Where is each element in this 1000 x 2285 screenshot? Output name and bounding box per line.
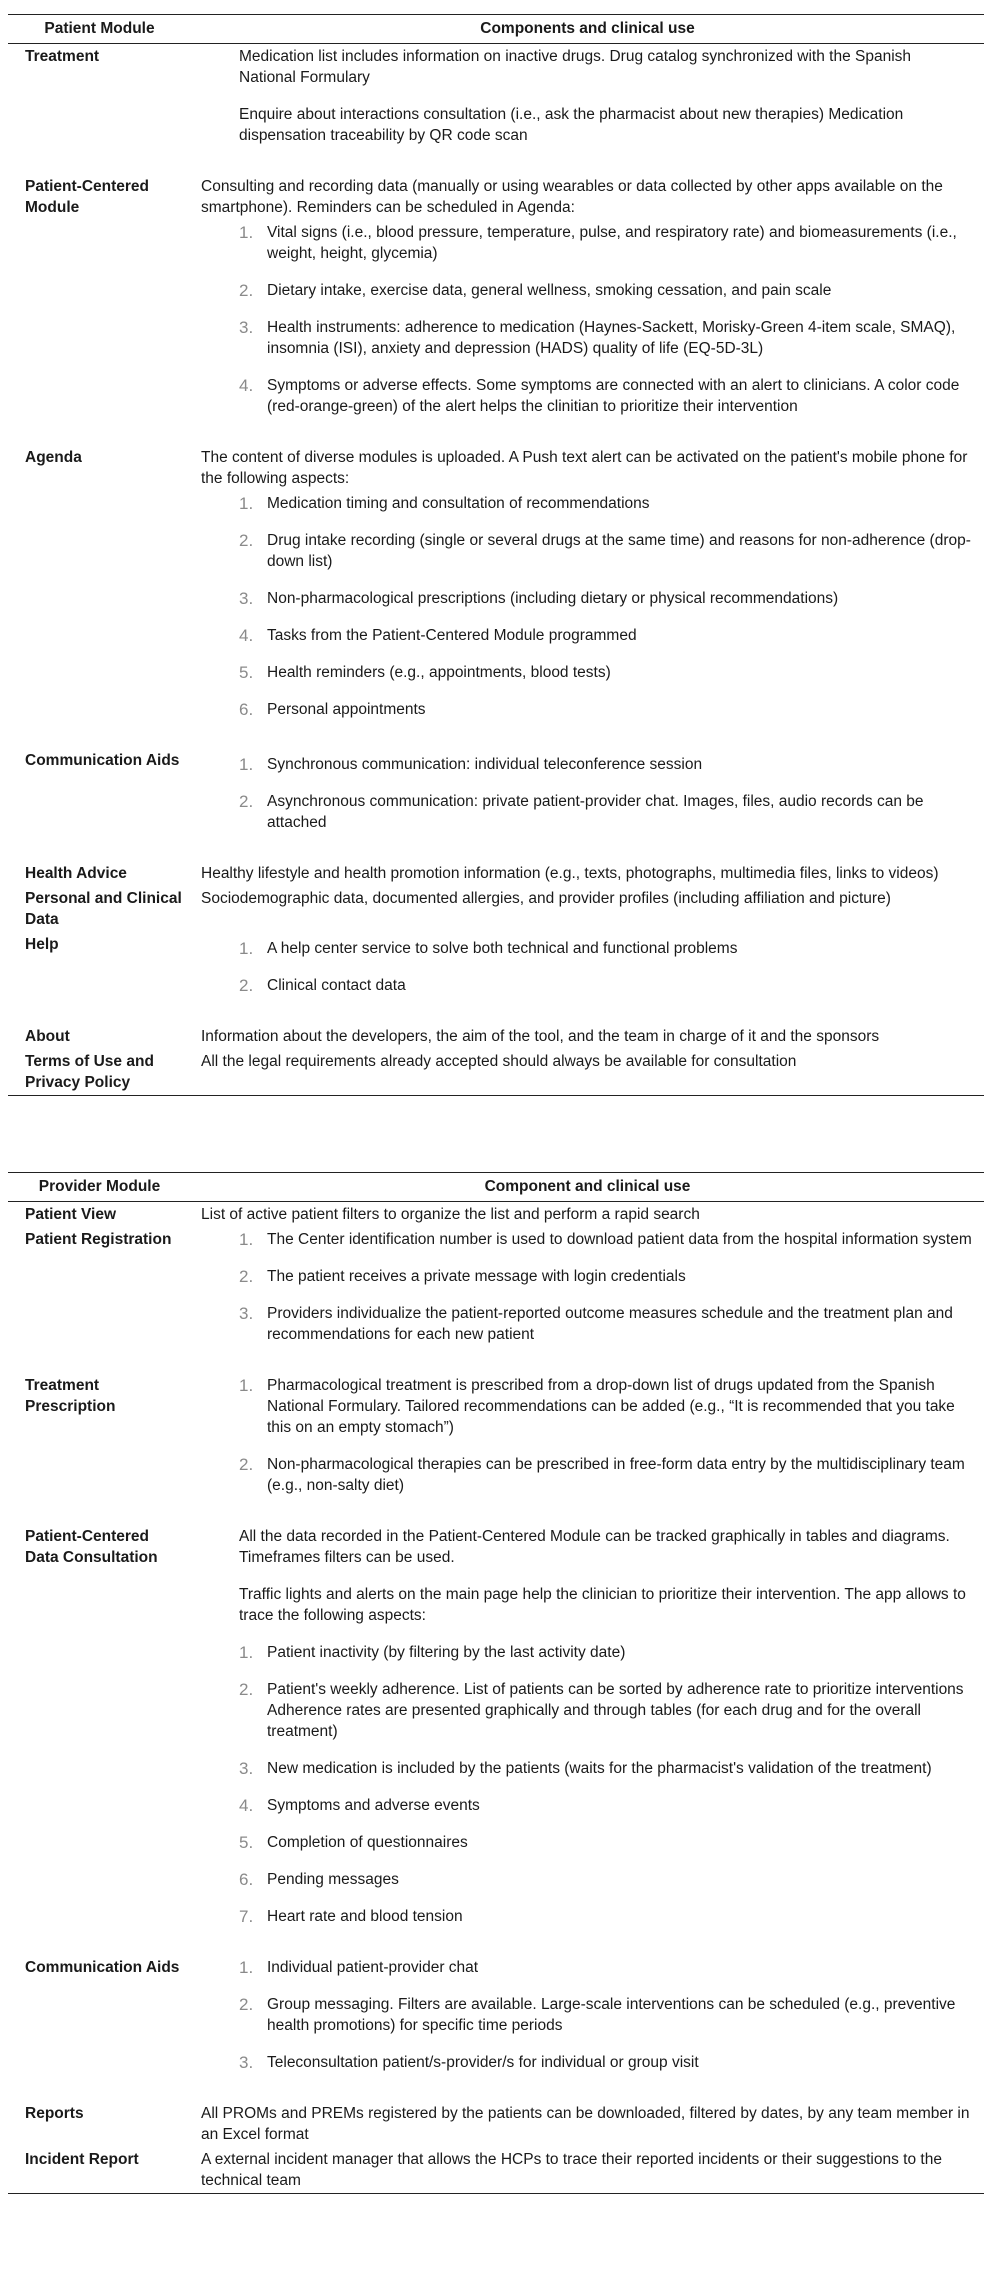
row-label: Communication Aids [25,1959,180,1976]
row-label: Patient-Centered Module [25,178,150,216]
table-row-health-advice [8,861,984,886]
list-item-text: Pending messages [267,1871,399,1888]
numbered-list [201,938,972,996]
list-item-text: New medication is included by the patients (waits for the pharmacist's validation of the treatment) [267,1760,932,1777]
list-item-text: Patient's weekly adherence. List of patients can be sorted by adherence rate to prioritize interventions Adherence rates are presented graphically and through tables (for each drug and for the overall treatment) [267,1681,964,1740]
row-label: Patient Registration [25,1231,172,1248]
list-number: 1. [239,494,254,513]
table-row-about [8,1024,984,1049]
list-item-text: Non-pharmacological prescriptions (including dietary or physical recommendations) [267,590,839,607]
numbered-list [201,222,972,417]
list-item [201,588,972,609]
list-number: 3. [239,1759,254,1778]
row-label: Health Advice [25,865,127,882]
list-item [201,530,972,572]
column-header-components: Components and clinical use [191,15,984,44]
list-item-text: Health reminders (e.g., appointments, blood tests) [267,664,611,681]
list-item-text: Personal appointments [267,701,426,718]
row-content [191,1955,984,2101]
list-number: 5. [239,663,254,682]
numbered-list [201,1642,972,1927]
list-item-text: Pharmacological treatment is prescribed from a drop-down list of drugs updated from the Spanish National Formulary. Tailored recommendations can be added (e.g., “It is recommended that you take this on an empty stomach”) [267,1377,955,1436]
numbered-list [201,1375,972,1496]
list-item-text: Non-pharmacological therapies can be prescribed in free-form data entry by the multidisciplinary team (e.g., non-salty diet) [267,1456,965,1494]
table-row-reports [8,2101,984,2147]
row-label: Reports [25,2105,84,2122]
list-item [201,1994,972,2036]
list-number: 4. [239,376,254,395]
list-number: 3. [239,589,254,608]
table-row-incident-report [8,2147,984,2194]
table-row-treatment-prescription [8,1373,984,1524]
row-label: Help [25,936,59,953]
column-header-module: Patient Module [8,15,191,44]
list-number: 2. [239,792,254,811]
provider-module-table [8,1172,984,2194]
table-row-communication-aids [8,1955,984,2101]
numbered-list [201,493,972,720]
row-label: Patient View [25,1206,117,1223]
list-item [201,280,972,301]
row-label: Treatment [25,48,100,65]
list-item-text: The patient receives a private message with login credentials [267,1268,686,1285]
list-number: 1. [239,1376,254,1395]
list-item-text: Asynchronous communication: private patient-provider chat. Images, files, audio records can be attached [267,793,924,831]
paragraph: Medication list includes information on inactive drugs. Drug catalog synchronized with the Spanish National Formulary [239,48,912,86]
row-content [191,1524,984,1955]
table-row-terms-privacy [8,1049,984,1096]
table-row-help [8,932,984,1024]
paragraph: Traffic lights and alerts on the main page help the clinician to prioritize their intervention. The app allows to trace the following aspects: [239,1586,966,1624]
row-content: List of active patient filters to organize the list and perform a rapid search [201,1206,700,1223]
row-content: Healthy lifestyle and health promotion information (e.g., texts, photographs, multimedia files, links to videos) [201,865,939,882]
list-number: 2. [239,1455,254,1474]
row-content: Sociodemographic data, documented allergies, and provider profiles (including affiliation and picture) [201,890,891,907]
row-content: All PROMs and PREMs registered by the patients can be downloaded, filtered by dates, by any team member in an Excel format [201,2105,970,2143]
row-content [191,1227,984,1373]
table-row-data-consultation [8,1524,984,1955]
list-item [201,791,972,833]
paragraph: Enquire about interactions consultation (i.e., ask the pharmacist about new therapies) Medication dispensation traceability by QR code scan [239,106,904,144]
row-label: Personal and Clinical Data [25,890,182,928]
list-number: 2. [239,531,254,550]
column-header-module: Provider Module [8,1173,191,1202]
row-content [191,932,984,1024]
list-item-text: Symptoms or adverse effects. Some symptoms are connected with an alert to clinicians. A color code (red-orange-green) of the alert helps the clinitian to prioritize their intervention [267,377,960,415]
list-item-text: Synchronous communication: individual teleconference session [267,756,703,773]
numbered-list [201,754,972,833]
list-number: 2. [239,1680,254,1699]
list-item [201,1795,972,1816]
list-item [201,2052,972,2073]
list-item-text: Medication timing and consultation of recommendations [267,495,650,512]
paragraph: The content of diverse modules is uploaded. A Push text alert can be activated on the patient's mobile phone for the following aspects: [201,449,968,487]
row-label: Incident Report [8,2147,191,2194]
list-item [201,1454,972,1496]
table-row-agenda [8,445,984,748]
list-number: 1. [239,1958,254,1977]
list-item [201,1642,972,1663]
list-item [201,1869,972,1890]
paragraph: Consulting and recording data (manually or using wearables or data collected by other apps available on the smartphone). Reminders can be scheduled in Agenda: [201,178,943,216]
list-item [201,222,972,264]
row-content: Information about the developers, the aim of the tool, and the team in charge of it and the sponsors [201,1028,880,1045]
table-row-patient-registration [8,1227,984,1373]
list-number: 2. [239,281,254,300]
table-row-treatment [8,44,984,175]
list-item [201,493,972,514]
list-item [201,1957,972,1978]
column-header-components: Component and clinical use [191,1173,984,1202]
row-label: Terms of Use and Privacy Policy [8,1049,191,1096]
list-number: 3. [239,1304,254,1323]
list-item [201,1758,972,1779]
row-label: About [25,1028,70,1045]
row-content [191,748,984,861]
list-item [201,662,972,683]
list-item [201,975,972,996]
list-item-text: A help center service to solve both technical and functional problems [267,940,738,957]
list-number: 1. [239,1230,254,1249]
list-item-text: Individual patient-provider chat [267,1959,479,1976]
table-header-row [8,15,984,44]
list-item [201,754,972,775]
list-item [201,1375,972,1438]
list-item [201,1266,972,1287]
list-item-text: Health instruments: adherence to medication (Haynes-Sackett, Morisky-Green 4-item scale, SMAQ), insomnia (ISI), anxiety and depression (HADS) quality of life (EQ-5D-3L) [267,319,956,357]
numbered-list [201,1957,972,2073]
list-number: 4. [239,626,254,645]
patient-module-table [8,14,984,1096]
list-number: 2. [239,1267,254,1286]
list-number: 3. [239,318,254,337]
list-item-text: Tasks from the Patient-Centered Module programmed [267,627,637,644]
paragraph: All the data recorded in the Patient-Centered Module can be tracked graphically in tables and diagrams. Timeframes filters can be used. [239,1528,950,1566]
list-number: 2. [239,976,254,995]
row-label: Agenda [25,449,82,466]
list-item-text: Teleconsultation patient/s-provider/s for individual or group visit [267,2054,699,2071]
list-item [201,1832,972,1853]
row-content [191,1373,984,1524]
row-label: Communication Aids [25,752,180,769]
list-number: 6. [239,1870,254,1889]
list-item [201,317,972,359]
list-item-text: Group messaging. Filters are available. Large-scale interventions can be scheduled (e.g., preventive health promotions) for specific time periods [267,1996,956,2034]
list-item-text: Providers individualize the patient-reported outcome measures schedule and the treatment plan and recommendations for each new patient [267,1305,953,1343]
list-item [201,1303,972,1345]
table-row-patient-view [8,1202,984,1228]
list-item [201,1906,972,1927]
list-item [201,1229,972,1250]
list-number: 1. [239,223,254,242]
list-number: 4. [239,1796,254,1815]
row-content: A external incident manager that allows the HCPs to trace their reported incidents or their suggestions to the technical team [191,2147,984,2194]
list-item-text: Patient inactivity (by filtering by the last activity date) [267,1644,626,1661]
list-item-text: Drug intake recording (single or several drugs at the same time) and reasons for non-adherence (drop-down list) [267,532,971,570]
list-item [201,938,972,959]
list-item-text: Heart rate and blood tension [267,1908,463,1925]
list-number: 6. [239,700,254,719]
numbered-list [201,1229,972,1345]
list-item-text: Vital signs (i.e., blood pressure, temperature, pulse, and respiratory rate) and biomeasurements (i.e., weight, height, glycemia) [267,224,957,262]
row-content [191,44,984,175]
row-label: Patient-Centered Data Consultation [25,1528,158,1566]
list-item-text: Clinical contact data [267,977,406,994]
list-item [201,625,972,646]
row-content: All the legal requirements already accepted should always be available for consultation [191,1049,984,1096]
list-number: 2. [239,1995,254,2014]
list-item [201,375,972,417]
list-item [201,699,972,720]
list-number: 1. [239,939,254,958]
table-row-personal-clinical-data [8,886,984,932]
table-row-communication-aids [8,748,984,861]
list-number: 1. [239,1643,254,1662]
table-row-patient-centered-module [8,174,984,445]
list-number: 7. [239,1907,254,1926]
list-number: 5. [239,1833,254,1852]
row-content [191,445,984,748]
list-item-text: Completion of questionnaires [267,1834,468,1851]
table-header-row [8,1173,984,1202]
list-item-text: Symptoms and adverse events [267,1797,480,1814]
row-content [191,174,984,445]
row-label: Treatment Prescription [25,1377,116,1415]
list-item-text: Dietary intake, exercise data, general wellness, smoking cessation, and pain scale [267,282,832,299]
list-item-text: The Center identification number is used to download patient data from the hospital information system [267,1231,972,1248]
list-item [201,1679,972,1742]
list-number: 3. [239,2053,254,2072]
list-number: 1. [239,755,254,774]
